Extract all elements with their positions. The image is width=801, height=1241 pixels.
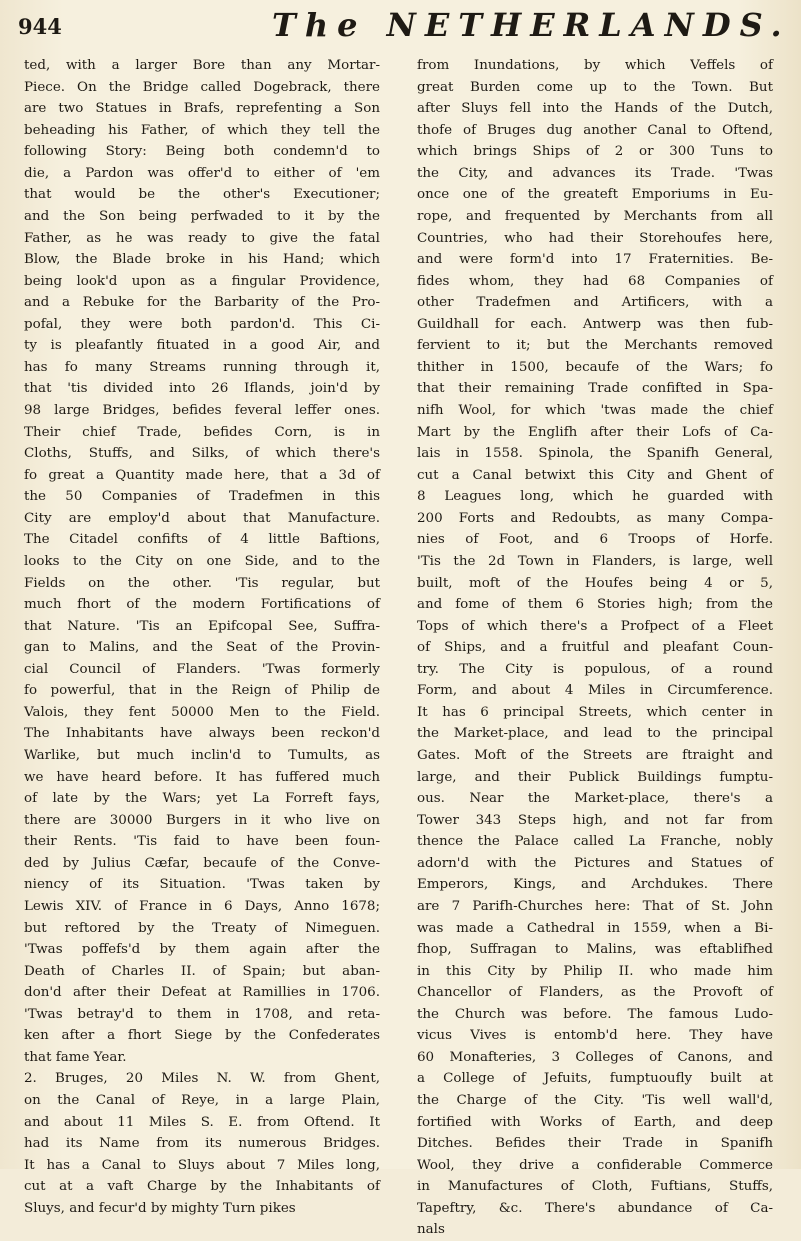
text-line: nifh Wool, for which 'twas made the chief xyxy=(417,403,773,418)
text-line: and fome of them 6 Stories high; from the xyxy=(417,597,773,613)
text-line: lais in 1558. Spinola, the Spanifh General, xyxy=(417,446,773,462)
text-line: Fields on the other. 'Tis regular, but xyxy=(24,575,380,591)
text-line: 60 Monafteries, 3 Colleges of Canons, and xyxy=(417,1049,773,1065)
text-line: and about 11 Miles S. E. from Oftend. It xyxy=(24,1114,380,1130)
text-line: 98 large Bridges, befides feveral leffer ones. xyxy=(24,403,380,418)
running-title: The NETHERLANDS. xyxy=(272,6,791,44)
text-line: 8 Leagues long, which he guarded with xyxy=(417,489,773,505)
text-line: vicus Vives is entomb'd here. They have xyxy=(417,1028,773,1044)
text-line: being look'd upon as a fingular Providence, xyxy=(24,273,380,289)
text-line: 'Twas betray'd to them in 1708, and reta- xyxy=(24,1006,380,1022)
text-line: Tower 343 Steps high, and not far from xyxy=(417,812,773,828)
text-line: Cloths, Stuffs, and Silks, of which there's xyxy=(24,446,380,462)
page-header xyxy=(14,4,794,48)
text-line: ded by Julius Cæfar, becaufe of the Conve- xyxy=(24,855,380,871)
text-line: It has a Canal to Sluys about 7 Miles long, xyxy=(24,1157,380,1173)
text-line: in this City by Philip II. who made him xyxy=(417,963,773,979)
text-line: ty is pleafantly fituated in a good Air, and xyxy=(24,338,380,354)
text-line: Mart by the Englifh after their Lofs of Ca- xyxy=(417,424,773,440)
text-line: the Church was before. The famous Ludo- xyxy=(417,1006,773,1022)
text-line: Form, and about 4 Miles in Circumference. xyxy=(417,683,773,699)
text-line: has fo many Streams running through it, xyxy=(24,359,380,375)
text-line: but reftored by the Treaty of Nimeguen. xyxy=(24,920,380,936)
text-line: Sluys, and fecur'd by mighty Turn pikes xyxy=(24,1200,296,1216)
text-line: and were form'd into 17 Fraternities. Be- xyxy=(417,252,773,268)
text-line: nals xyxy=(417,1222,445,1238)
text-line: die, a Pardon was offer'd to either of 'em xyxy=(24,165,380,181)
text-line: was made a Cathedral in 1559, when a Bi- xyxy=(417,920,773,936)
text-line: niency of its Situation. 'Twas taken by xyxy=(24,877,380,893)
text-line: that fame Year. xyxy=(24,1049,127,1065)
text-line: Piece. On the Bridge called Dogebrack, there xyxy=(24,79,380,95)
text-line: are 7 Parifh-Churches here: That of St. John xyxy=(417,898,773,914)
text-line: from Inundations, by which Veffels of xyxy=(417,58,773,73)
text-line: adorn'd with the Pictures and Statues of xyxy=(417,855,773,871)
text-line: of late by the Wars; yet La Forreft fays, xyxy=(24,791,380,807)
text-line: The Inhabitants have always been reckon'd xyxy=(24,726,380,742)
text-line: Valois, they fent 50000 Men to the Field. xyxy=(24,704,380,720)
text-line: don'd after their Defeat at Ramillies in 1706. xyxy=(24,985,380,1001)
text-line: following Story: Being both condemn'd to xyxy=(24,144,380,160)
text-line: Guildhall for each. Antwerp was then fub- xyxy=(417,316,773,332)
text-line: had its Name from its numerous Bridges. xyxy=(24,1136,380,1152)
text-line: try. The City is populous, of a round xyxy=(417,661,773,677)
text-line: Tapeftry, &c. There's abundance of Ca- xyxy=(417,1200,773,1216)
text-line: It has 6 principal Streets, which center in xyxy=(417,704,773,720)
text-line: ken after a fhort Siege by the Confederates xyxy=(24,1028,380,1044)
text-line: Chancellor of Flanders, as the Provoft of xyxy=(417,985,773,1001)
text-line: Tops of which there's a Profpect of a Fleet xyxy=(417,618,773,634)
text-line: the 50 Companies of Tradefmen in this xyxy=(24,489,380,505)
text-line: once one of the greateft Emporiums in Eu- xyxy=(417,187,773,203)
text-line: Ditches. Befides their Trade in Spanifh xyxy=(417,1136,773,1152)
text-line: other Tradefmen and Artificers, with a xyxy=(417,295,773,311)
text-line: cial Council of Flanders. 'Twas formerly xyxy=(24,661,380,677)
text-line: there are 30000 Burgers in it who live on xyxy=(24,812,380,828)
text-line: pofal, they were both pardon'd. This Ci- xyxy=(24,316,380,332)
text-line: Lewis XIV. of France in 6 Days, Anno 1678; xyxy=(24,898,380,914)
text-line: after Sluys fell into the Hands of the Dutch, xyxy=(417,101,773,117)
text-line: Countries, who had their Storehoufes here, xyxy=(417,230,773,246)
text-line: cut a Canal betwixt this City and Ghent of xyxy=(417,467,773,483)
text-line: and a Rebuke for the Barbarity of the Pro- xyxy=(24,295,380,311)
text-line: Death of Charles II. of Spain; but aban- xyxy=(24,963,380,979)
text-line: cut at a vaft Charge by the Inhabitants of xyxy=(24,1179,380,1195)
right-text-column xyxy=(417,55,773,1241)
text-line: ted, with a larger Bore than any Mortar- xyxy=(24,58,380,73)
text-line: City are employ'd about that Manufacture. xyxy=(24,510,380,526)
text-line: 'Twas poffefs'd by them again after the xyxy=(24,942,380,958)
text-line: Emperors, Kings, and Archdukes. There xyxy=(417,877,773,893)
text-line: rope, and frequented by Merchants from all xyxy=(417,208,773,224)
text-line: fides whom, they had 68 Companies of xyxy=(417,273,773,289)
text-line: the Market-place, and lead to the principal xyxy=(417,726,773,742)
text-line: looks to the City on one Side, and to the xyxy=(24,553,380,569)
text-line: of Ships, and a fruitful and pleafant Coun- xyxy=(417,640,773,656)
text-line: Warlike, but much inclin'd to Tumults, as xyxy=(24,748,380,763)
text-line: 200 Forts and Redoubts, as many Compa- xyxy=(417,510,773,526)
text-line: Blow, the Blade broke in his Hand; which xyxy=(24,252,380,268)
text-line: the Charge of the City. 'Tis well wall'd, xyxy=(417,1093,773,1108)
text-line: beheading his Father, of which they tell the xyxy=(24,122,380,138)
text-line: are two Statues in Brafs, reprefenting a Son xyxy=(24,101,380,117)
text-line: a College of Jefuits, fumptuoufly built at xyxy=(417,1071,773,1087)
text-line: Father, as he was ready to give the fatal xyxy=(24,230,380,246)
text-line: that 'tis divided into 26 Iflands, join'd by xyxy=(24,381,380,397)
text-line: Gates. Moft of the Streets are ftraight and xyxy=(417,748,773,763)
text-line: Their chief Trade, befides Corn, is in xyxy=(24,424,380,440)
text-line: their Rents. 'Tis faid to have been foun- xyxy=(24,834,380,850)
text-line: much fhort of the modern Fortifications of xyxy=(24,597,380,613)
text-line: thence the Palace called La Franche, nobly xyxy=(417,834,773,850)
text-line: fortified with Works of Earth, and deep xyxy=(417,1114,773,1130)
text-line: we have heard before. It has fuffered much xyxy=(24,769,380,785)
text-line: fo great a Quantity made here, that a 3d of xyxy=(24,467,380,483)
text-line: Wool, they drive a confiderable Commerce xyxy=(417,1157,773,1173)
text-line: The Citadel confifts of 4 little Baftions, xyxy=(24,532,380,548)
text-line: that Nature. 'Tis an Epifcopal See, Suffra- xyxy=(24,618,380,634)
text-line: gan to Malins, and the Seat of the Provin- xyxy=(24,640,380,656)
text-line: fo powerful, that in the Reign of Philip de xyxy=(24,683,380,699)
text-line: nies of Foot, and 6 Troops of Horfe. xyxy=(417,532,773,548)
text-line: that their remaining Trade confifted in Spa- xyxy=(417,381,773,397)
text-line: thofe of Bruges dug another Canal to Oftend, xyxy=(417,122,773,138)
text-line: the City, and advances its Trade. 'Twas xyxy=(417,165,773,181)
text-line: that would be the other's Executioner; xyxy=(24,187,380,203)
text-line: fhop, Suffragan to Malins, was eftablifhed xyxy=(417,942,773,958)
text-line: 2. Bruges, 20 Miles N. W. from Ghent, xyxy=(24,1071,380,1087)
text-line: 'Tis the 2d Town in Flanders, is large, well xyxy=(417,553,773,569)
text-line: thither in 1500, becaufe of the Wars; fo xyxy=(417,359,773,375)
text-line: which brings Ships of 2 or 300 Tuns to xyxy=(417,144,773,160)
left-text-column xyxy=(24,55,380,1219)
text-line: on the Canal of Reye, in a large Plain, xyxy=(24,1093,380,1108)
text-line: great Burden come up to the Town. But xyxy=(417,79,773,95)
text-line: in Manufactures of Cloth, Fuftians, Stuffs, xyxy=(417,1179,773,1195)
text-line: large, and their Publick Buildings fumptu- xyxy=(417,769,773,785)
text-line: fervient to it; but the Merchants removed xyxy=(417,338,773,354)
page-number: 944 xyxy=(18,14,62,39)
text-line: and the Son being perfwaded to it by the xyxy=(24,208,380,224)
text-line: ous. Near the Market-place, there's a xyxy=(417,791,773,807)
text-line: built, moft of the Houfes being 4 or 5, xyxy=(417,575,773,591)
